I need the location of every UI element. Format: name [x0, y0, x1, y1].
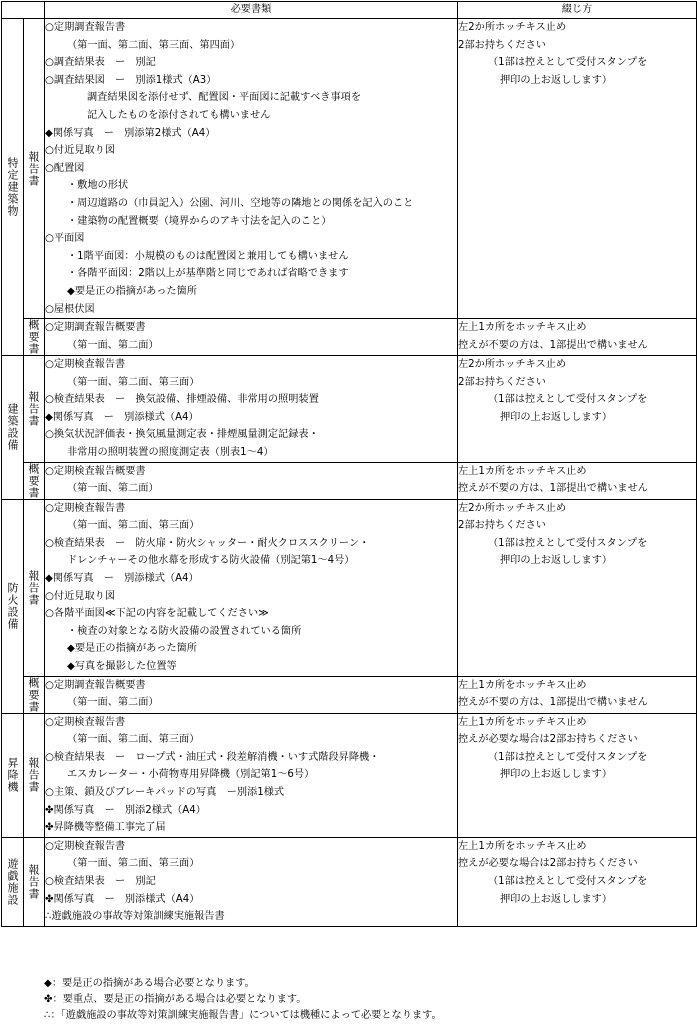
category-label: 遊戯施設	[2, 837, 24, 926]
document-list-cell	[45, 713, 458, 837]
table-row	[2, 462, 697, 499]
binding-instruction: （1部は控えとして受付スタンプを	[488, 751, 648, 763]
document-item: ○各階平面図≪下記の内容を記載してください≫	[45, 608, 269, 620]
document-item: ◆写真を撮影した位置等	[67, 661, 177, 672]
binding-instruction: （1部は控えとして受付スタンプを	[488, 875, 648, 887]
document-item: 非常用の照明装置の照度測定表（別表1～4）	[67, 447, 274, 459]
binding-instruction: 押印の上お返しします）	[500, 555, 613, 567]
document-item: ○付近見取り図	[45, 590, 116, 602]
subcategory-label: 報告書	[24, 356, 45, 463]
binding-instruction: 左上1カ所をホッチキス止め	[458, 840, 587, 852]
document-item: ○主策、鎖及びブレーキパッドの写真 ー別添1様式	[45, 786, 285, 798]
table-row	[2, 319, 697, 356]
binding-method-cell	[458, 499, 697, 676]
binding-method-cell	[458, 713, 697, 837]
document-list-cell	[45, 462, 458, 499]
binding-method-cell	[458, 837, 697, 926]
document-item: ・敷地の形状	[67, 180, 129, 192]
binding-instruction: 左上1カ所をホッチキス止め	[458, 322, 587, 334]
binding-instruction: 控えが必要な場合は2部お持ちください	[458, 734, 638, 746]
document-item: （第一面、第二面、第三面）	[67, 520, 200, 532]
document-item: ○換気状況評価表・換気風量測定表・排煙風量測定記録表・	[45, 429, 319, 441]
document-item: ○定期調査報告概要書	[45, 322, 146, 334]
binding-method-cell	[458, 319, 697, 356]
table-body	[2, 19, 697, 927]
subcategory-label: 報告書	[24, 837, 45, 926]
category-label: 建築設備	[2, 356, 24, 500]
binding-method-cell	[458, 676, 697, 713]
subcategory-label: 報告書	[24, 499, 45, 676]
required-documents-table	[1, 1, 697, 927]
document-item: ・各階平面図：2階以上が基準階と同じであれば省略できます	[67, 268, 349, 280]
document-item: ○調査結果表 ー 別記	[45, 57, 156, 69]
category-label: 特定建築物	[2, 19, 24, 356]
table-row	[2, 837, 697, 926]
document-list-cell	[45, 19, 458, 319]
footnote-therefore: ∴：「遊戯施設の事故等対策訓練実施報告書」については機種によって必要となります。	[44, 1010, 442, 1021]
document-item: エスカレーター・小荷物専用昇降機（別記第1～6号）	[67, 769, 315, 781]
document-item: ◆要是正の指摘があった箇所	[67, 285, 197, 297]
binding-instruction: 左2か所ホッチキス止め	[458, 502, 567, 514]
document-item: ∴遊戯施設の事故等対策訓練実施報告書	[45, 911, 225, 923]
document-item: ○配置図	[45, 162, 85, 174]
document-item: ○検査結果表 ー 換気設備、排煙設備、非常用の照明装置	[45, 394, 319, 406]
document-item: （第一面、第二面、第三面、第四面）	[67, 39, 241, 51]
document-item: （第一面、第二面、第三面）	[67, 376, 200, 388]
document-item: ・検査の対象となる防火設備の設置されている箇所	[67, 625, 302, 637]
document-list-cell	[45, 319, 458, 356]
document-item: （第一面、第二面）	[67, 697, 159, 709]
document-item: ○調査結果図 ー 別添1様式（A3）	[45, 74, 217, 86]
category-label: 防火設備	[2, 499, 24, 713]
document-list-cell	[45, 837, 458, 926]
binding-instruction: 押印の上お返しします）	[500, 74, 613, 86]
document-item: （第一面、第二面）	[67, 483, 159, 495]
footnotes	[44, 976, 442, 1024]
header-required-documents: 必要書類	[45, 2, 458, 19]
document-item: ○定期調査報告概要書	[45, 679, 146, 691]
table-row	[2, 499, 697, 676]
document-item: ○定期調査報告書	[45, 22, 126, 33]
binding-instruction: 押印の上お返しします）	[500, 411, 613, 423]
header-binding-method: 綴じ方	[458, 2, 697, 19]
document-item: ○定期検査報告書	[45, 502, 126, 514]
binding-instruction: 左上1カ所をホッチキス止め	[458, 716, 587, 728]
table-row	[2, 19, 697, 319]
binding-method-cell	[458, 356, 697, 463]
binding-instruction: 押印の上お返しします）	[500, 769, 613, 781]
table-header-row	[2, 2, 697, 19]
binding-instruction: 左2か所ホッチキス止め	[458, 22, 567, 33]
document-item: ◆関係写真 ー 別添様式（A4）	[45, 573, 199, 585]
footnote-cross: ✤：要重点、要是正の指摘がある場合は必要となります。	[44, 994, 307, 1005]
document-item: ドレンチャーその他水幕を形成する防火設備（別記第1～4号）	[67, 555, 355, 567]
document-item: ○検査結果表 ー 防火扉・防火シャッター・耐火クロススクリーン・	[45, 537, 370, 549]
document-item: ◆関係写真 ー 別添第2様式（A4）	[45, 127, 216, 139]
document-item: （第一面、第二面、第三面）	[67, 858, 200, 870]
document-item: （第一面、第二面）	[67, 339, 159, 351]
binding-instruction: 2部お持ちください	[458, 376, 546, 388]
category-label: 昇降機	[2, 713, 24, 837]
binding-method-cell	[458, 462, 697, 499]
binding-instruction: （1部は控えとして受付スタンプを	[488, 537, 648, 549]
binding-instruction: 2部お持ちください	[458, 520, 546, 532]
document-item: ○定期検査報告概要書	[45, 465, 146, 477]
binding-instruction: 控えが不要の方は、1部提出で構いません	[458, 697, 648, 709]
document-list-cell	[45, 676, 458, 713]
table-row	[2, 676, 697, 713]
document-item: ○検査結果表 ー 別記	[45, 875, 156, 887]
binding-instruction: 左上1カ所をホッチキス止め	[458, 465, 587, 477]
document-item: ○付近見取り図	[45, 145, 116, 157]
subcategory-label: 概要書	[24, 676, 45, 713]
binding-instruction: 押印の上お返しします）	[500, 893, 613, 905]
document-item: ○検査結果表 ー ロープ式・油圧式・段差解消機・いす式階段昇降機・	[45, 751, 380, 763]
binding-instruction: （1部は控えとして受付スタンプを	[488, 57, 648, 69]
binding-instruction: 2部お持ちください	[458, 39, 546, 51]
footnote-diamond: ◆：要是正の指摘がある場合必要となります。	[44, 978, 255, 989]
document-item: ✤昇降機等整備工事完了届	[45, 822, 166, 834]
document-item: ○定期検査報告書	[45, 359, 126, 371]
subcategory-label: 報告書	[24, 19, 45, 319]
document-item: ✤関係写真 ー 別添様式（A4）	[45, 893, 200, 905]
table-row	[2, 356, 697, 463]
binding-instruction: 控えが不要の方は、1部提出で構いません	[458, 339, 648, 351]
subcategory-label: 概要書	[24, 462, 45, 499]
document-item: ○屋根伏図	[45, 303, 95, 315]
subcategory-label: 概要書	[24, 319, 45, 356]
binding-instruction: 控えが必要な場合は2部お持ちください	[458, 858, 638, 870]
document-item: ・周辺道路の（巾員記入）公園、河川、空地等の隣地との関係を記入のこと	[67, 197, 414, 209]
table-row	[2, 713, 697, 837]
header-blank-cell	[2, 2, 45, 19]
subcategory-label: 報告書	[24, 713, 45, 837]
document-item: ✤関係写真 ー 別添2様式（A4）	[45, 804, 206, 816]
document-item: ・1階平面図：小規模のものは配置図と兼用しても構いません	[67, 250, 349, 262]
document-item: ○平面図	[45, 233, 85, 245]
binding-instruction: （1部は控えとして受付スタンプを	[488, 394, 648, 406]
document-item: ・建築物の配置概要（境界からのアキ寸法を記入のこと）	[67, 215, 332, 227]
document-item: ◆関係写真 ー 別添様式（A4）	[45, 411, 199, 423]
document-list-cell	[45, 356, 458, 463]
document-item: 調査結果図を添付せず、配置図・平面図に記載すべき事項を	[87, 92, 362, 104]
document-item: 記入したものを添付されても構いません	[87, 109, 271, 121]
document-item: （第一面、第二面、第三面）	[67, 734, 200, 746]
binding-instruction: 左2か所ホッチキス止め	[458, 359, 567, 371]
document-list-cell	[45, 499, 458, 676]
document-item: ○定期検査報告書	[45, 716, 126, 728]
binding-instruction: 左上1カ所をホッチキス止め	[458, 679, 587, 691]
binding-method-cell	[458, 19, 697, 319]
document-item: ◆要是正の指摘があった箇所	[67, 643, 197, 655]
document-item: ○定期検査報告書	[45, 840, 126, 852]
binding-instruction: 控えが不要の方は、1部提出で構いません	[458, 483, 648, 495]
